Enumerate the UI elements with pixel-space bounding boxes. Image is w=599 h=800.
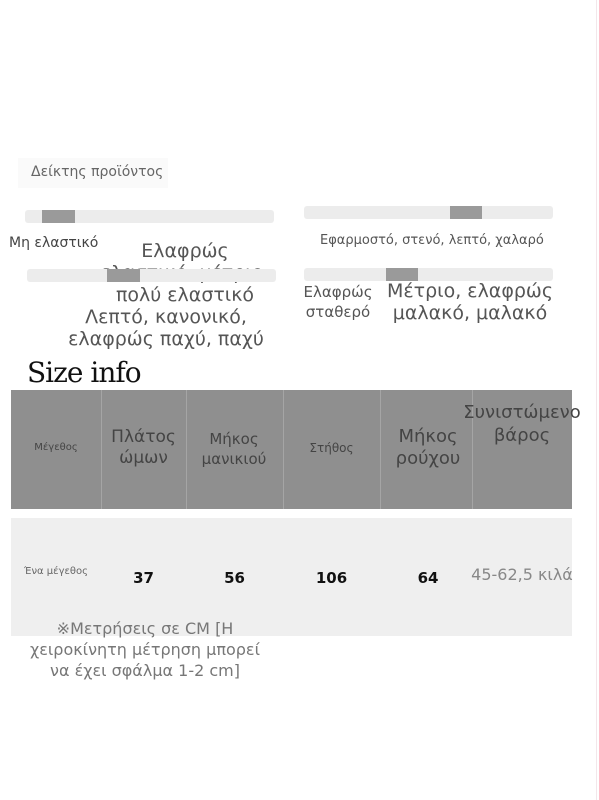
column-separator — [186, 390, 187, 509]
thickness-slider-track — [27, 269, 276, 282]
size-info-title: Size info — [27, 356, 141, 389]
header-recommended-weight: Συνιστώμενο βάρος — [463, 402, 581, 446]
elasticity-slider-thumb — [42, 210, 75, 223]
indicator-title: Δείκτης προϊόντος — [31, 164, 164, 180]
fit-label: Εφαρμοστό, στενό, λεπτό, χαλαρό — [320, 233, 544, 248]
elasticity-label-left: Μη ελαστικό — [9, 235, 99, 251]
header-garment-length: Μήκος ρούχου — [395, 426, 461, 469]
measurement-note: ※Μετρήσεις σε CM [Η χειροκίνητη μέτρηση μπορεί να έχει σφάλμα 1-2 cm] — [30, 619, 260, 680]
header-shoulder-width: Πλάτος ώμων — [111, 427, 176, 468]
row-size: Ένα μέγεθος — [23, 566, 88, 577]
thickness-label: Λεπτό, κανονικό, ελαφρώς παχύ, παχύ — [68, 306, 264, 350]
softness-label-right: Μέτριο, ελαφρώς μαλακό, μαλακό — [387, 280, 553, 324]
fit-slider-thumb — [450, 206, 482, 219]
thickness-slider-thumb — [107, 269, 140, 282]
fit-slider-track — [304, 206, 553, 219]
row-garment-length: 64 — [417, 569, 439, 587]
row-sleeve-length: 56 — [224, 569, 245, 587]
page-edge-line — [596, 0, 597, 800]
elasticity-label-right: Ελαφρώς πολύ ελαστικό — [115, 240, 255, 306]
softness-label-left: Ελαφρώς σταθερό — [303, 283, 373, 321]
row-chest: 106 — [315, 569, 348, 587]
header-sleeve-length: Μήκος μανικιού — [201, 430, 267, 468]
row-recommended-weight: 45-62,5 κιλά — [471, 565, 573, 584]
header-size: Μέγεθος — [34, 442, 78, 453]
row-shoulder-width: 37 — [133, 569, 154, 587]
header-chest: Στήθος — [309, 441, 354, 455]
